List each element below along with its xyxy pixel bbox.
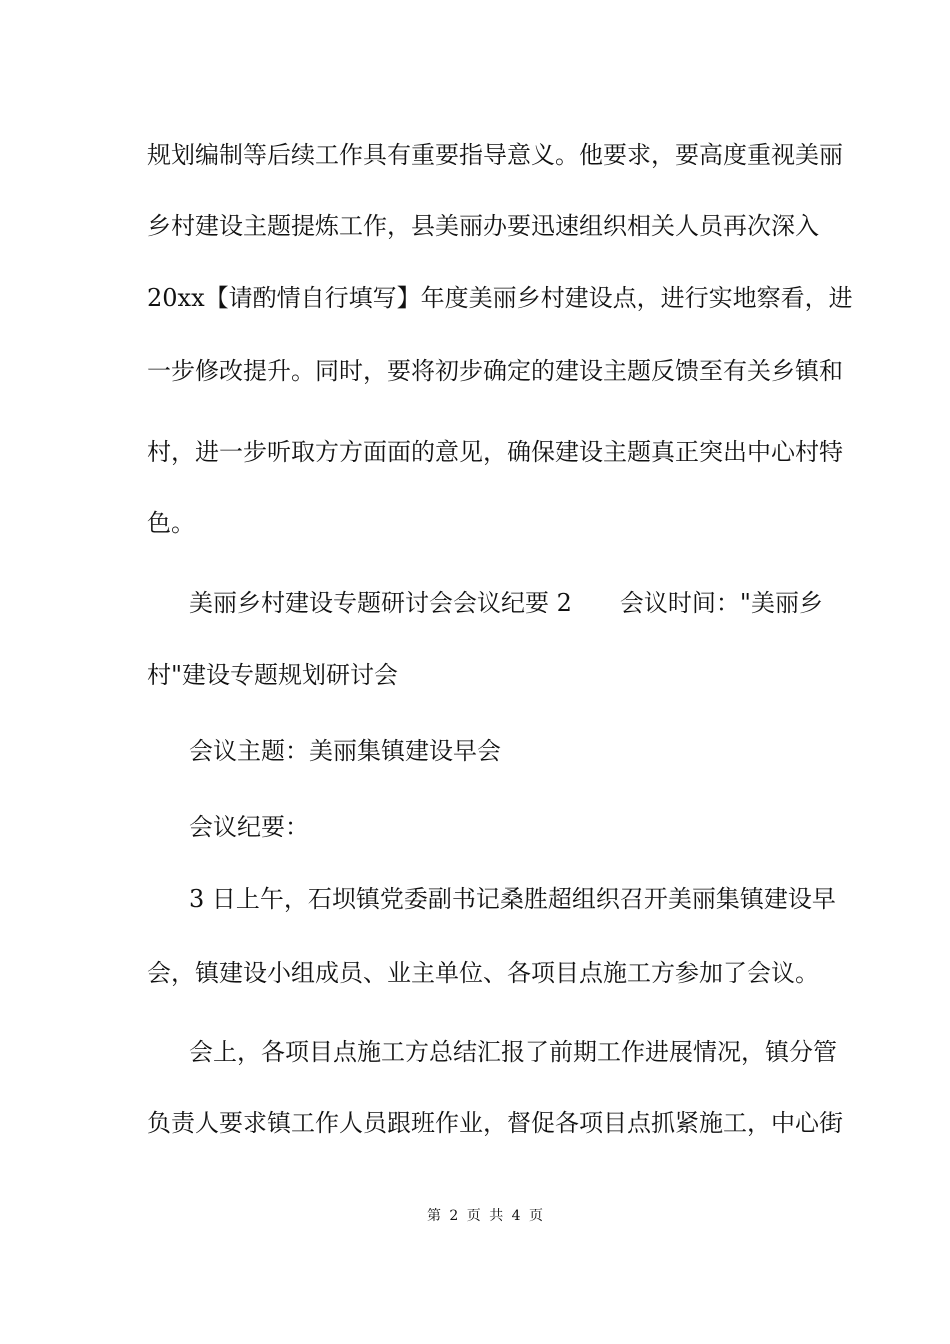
body-text-line: 会，镇建设小组成员、业主单位、各项目点施工方参加了会议。 [147, 959, 819, 987]
body-text-line: 村，进一步听取方方面面的意见，确保建设主题真正突出中心村特 [147, 438, 843, 466]
body-text-line: 色。 [147, 509, 195, 537]
body-text-line: 20xx【请酌情自行填写】年度美丽乡村建设点，进行实地察看，进 [147, 284, 853, 312]
minutes-label: 会议纪要： [189, 813, 309, 841]
section-heading-continuation: 村"建设专题规划研讨会 [147, 661, 399, 689]
body-text-line: 规划编制等后续工作具有重要指导意义。他要求，要高度重视美丽 [147, 141, 843, 169]
meeting-theme: 会议主题：美丽集镇建设早会 [189, 737, 501, 765]
page-footer: 第 2 页 共 4 页 [426, 1208, 544, 1224]
meeting-time-label: 会议时间："美丽乡 [619, 589, 823, 617]
heading-title: 美丽乡村建设专题研讨会会议纪要 2 [189, 589, 572, 617]
body-text-line: 乡村建设主题提炼工作，县美丽办要迅速组织相关人员再次深入 [147, 212, 819, 240]
body-text-line: 一步修改提升。同时，要将初步确定的建设主题反馈至有关乡镇和 [147, 357, 843, 385]
body-text-line: 3 日上午，石坝镇党委副书记桑胜超组织召开美丽集镇建设早 [189, 885, 836, 913]
section-heading [189, 588, 823, 618]
body-text-line: 会上，各项目点施工方总结汇报了前期工作进展情况，镇分管 [189, 1038, 837, 1066]
body-text-line: 负责人要求镇工作人员跟班作业，督促各项目点抓紧施工，中心街 [147, 1109, 843, 1137]
